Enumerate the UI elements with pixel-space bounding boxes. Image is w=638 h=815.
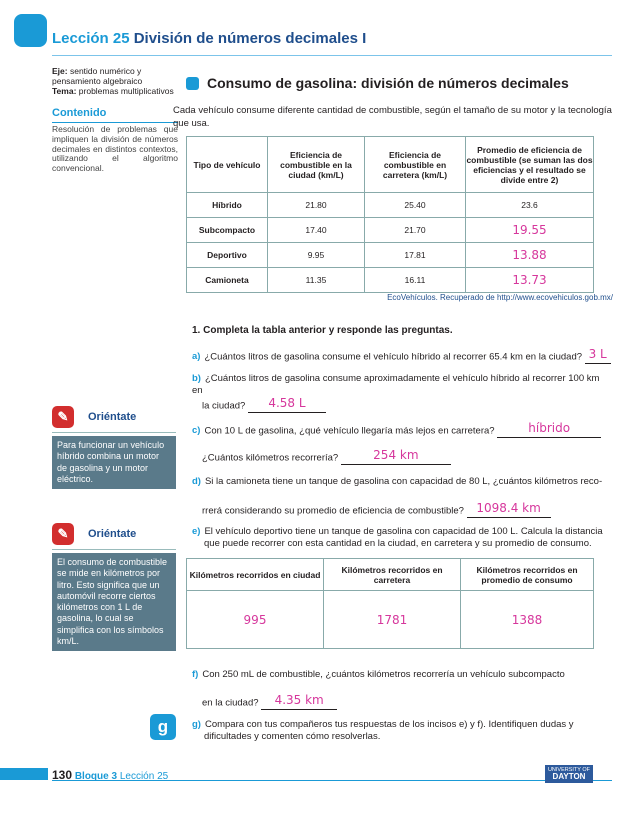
table-header-row xyxy=(187,559,594,591)
section-title: Consumo de gasolina: división de números decimales xyxy=(207,75,569,91)
question-b: b) ¿Cuántos litros de gasolina consume aproximadamente el vehículo híbrido al recorrer 100 km en xyxy=(192,373,600,397)
question-e: e) El vehículo deportivo tiene un tanque de gasolina con capacidad de 100 L. Calcula la distancia que puede recorrer con esta cantidad en la ciudad, en carretera y su promedio de consumo. xyxy=(192,526,603,550)
question-d: d) Si la camioneta tiene un tanque de gasolina con capacidad de 80 L, ¿cuántos kilómetros reco- xyxy=(192,476,603,487)
lesson-name: División de números decimales I xyxy=(133,30,367,47)
handwritten-answer: 19.55 xyxy=(466,218,594,243)
question-c-continued: ¿Cuántos kilómetros recorrería? 254 km xyxy=(202,448,612,465)
header-cell: Eficiencia de combustible en carretera (km/L) xyxy=(365,137,466,193)
header-cell: Tipo de vehículo xyxy=(187,137,268,193)
table-row: Deportivo 9.95 17.81 13.88 xyxy=(187,243,594,268)
header-cell: Kilómetros recorridos en carretera xyxy=(324,559,461,591)
question-f-continued: en la ciudad? 4.35 km xyxy=(202,693,612,710)
handwritten-answer: 13.73 xyxy=(466,268,594,293)
question-d-continued: rrerá considerando su promedio de eficiencia de combustible? 1098.4 km xyxy=(202,501,612,518)
question-b-continued: la ciudad? 4.58 L xyxy=(202,396,612,413)
handwritten-answer[interactable]: 1781 xyxy=(324,591,461,649)
contenido-heading: Contenido xyxy=(52,107,107,119)
orientate-icon: ✎ xyxy=(52,523,74,545)
corner-decoration xyxy=(14,14,47,47)
table-row: Camioneta 11.35 16.11 13.73 xyxy=(187,268,594,293)
section-marker-icon xyxy=(186,77,199,90)
university-logo: UNIVERSITY OF DAYTON xyxy=(545,765,593,783)
contenido-text: Resolución de problemas que impliquen la división de números decimales en distintos contextos, utilizando el algoritmo convencional. xyxy=(52,124,178,174)
title-divider xyxy=(52,55,612,56)
orientate-box-2 xyxy=(52,523,176,651)
eje-block: Eje: sentido numérico y pensamiento algebraico Tema: problemas multiplicativos xyxy=(52,66,174,96)
question-a: a) ¿Cuántos litros de gasolina consume el vehículo híbrido al recorrer 65.4 km en la ciudad? 3 L xyxy=(192,347,612,364)
orientate-divider xyxy=(52,549,176,550)
group-work-icon: g xyxy=(150,714,176,740)
instruction: 1. Completa la tabla anterior y responde las preguntas. xyxy=(192,325,453,336)
table-header-row xyxy=(187,137,594,193)
answer-blank[interactable]: 4.35 km xyxy=(261,693,337,710)
footer-lesson: Lección 25 xyxy=(119,771,169,782)
header-cell: Promedio de eficiencia de combustible (se suman las dos eficiencias y el resultado se divide entre 2) xyxy=(466,137,594,193)
contenido-divider xyxy=(52,122,178,123)
answer-blank[interactable]: 4.58 L xyxy=(248,396,326,413)
table-row xyxy=(187,591,594,649)
header-cell: Kilómetros recorridos en promedio de consumo xyxy=(461,559,594,591)
sports-vehicle-table xyxy=(186,558,594,649)
answer-blank[interactable]: 1098.4 km xyxy=(467,501,551,518)
orientate-label: Oriéntate xyxy=(88,411,137,423)
table-row: Subcompacto 17.40 21.70 19.55 xyxy=(187,218,594,243)
answer-blank[interactable]: 254 km xyxy=(341,448,451,465)
answer-blank[interactable]: 3 L xyxy=(585,347,611,364)
handwritten-answer: 13.88 xyxy=(466,243,594,268)
orientate-text: Para funcionar un vehículo híbrido combina un motor de gasolina y un motor eléctrico. xyxy=(52,436,176,489)
fuel-efficiency-table xyxy=(186,136,594,293)
orientate-box-1 xyxy=(52,406,176,489)
question-c: c) Con 10 L de gasolina, ¿qué vehículo llegaría más lejos en carretera? híbrido xyxy=(192,421,612,438)
footer-bar xyxy=(0,768,48,780)
table-source: EcoVehículos. Recuperado de http://www.ecovehiculos.gob.mx/ xyxy=(387,293,613,302)
answer-blank[interactable]: híbrido xyxy=(497,421,601,438)
question-f: f) Con 250 mL de combustible, ¿cuántos kilómetros recorrería un vehículo subcompacto xyxy=(192,669,565,680)
lesson-title xyxy=(52,30,366,47)
header-cell: Eficiencia de combustible en la ciudad (km/L) xyxy=(268,137,365,193)
footer xyxy=(52,768,168,782)
orientate-divider xyxy=(52,432,176,433)
lesson-label: Lección 25 xyxy=(52,30,130,47)
section-intro: Cada vehículo consume diferente cantidad de combustible, según el tamaño de su motor y la tecnología que usa. xyxy=(173,105,612,130)
footer-block: Bloque 3 xyxy=(74,771,118,782)
orientate-label: Oriéntate xyxy=(88,528,137,540)
page-number: 130 xyxy=(52,768,73,782)
header-cell: Kilómetros recorridos en ciudad xyxy=(187,559,324,591)
orientate-text: El consumo de combustible se mide en kilómetros por litro. Esto significa que un automóvil recorre ciertos kilómetros con 1 L de gasolina, lo cual se simplifica con los símbolos km/L. xyxy=(52,553,176,651)
table-row: Híbrido 21.80 25.40 23.6 xyxy=(187,193,594,218)
orientate-icon: ✎ xyxy=(52,406,74,428)
handwritten-answer[interactable]: 1388 xyxy=(461,591,594,649)
handwritten-answer[interactable]: 995 xyxy=(187,591,324,649)
question-g: g) Compara con tus compañeros tus respuestas de los incisos e) y f). Identifiquen dudas y dificultades y comenten cómo resolverlas. xyxy=(192,719,574,743)
